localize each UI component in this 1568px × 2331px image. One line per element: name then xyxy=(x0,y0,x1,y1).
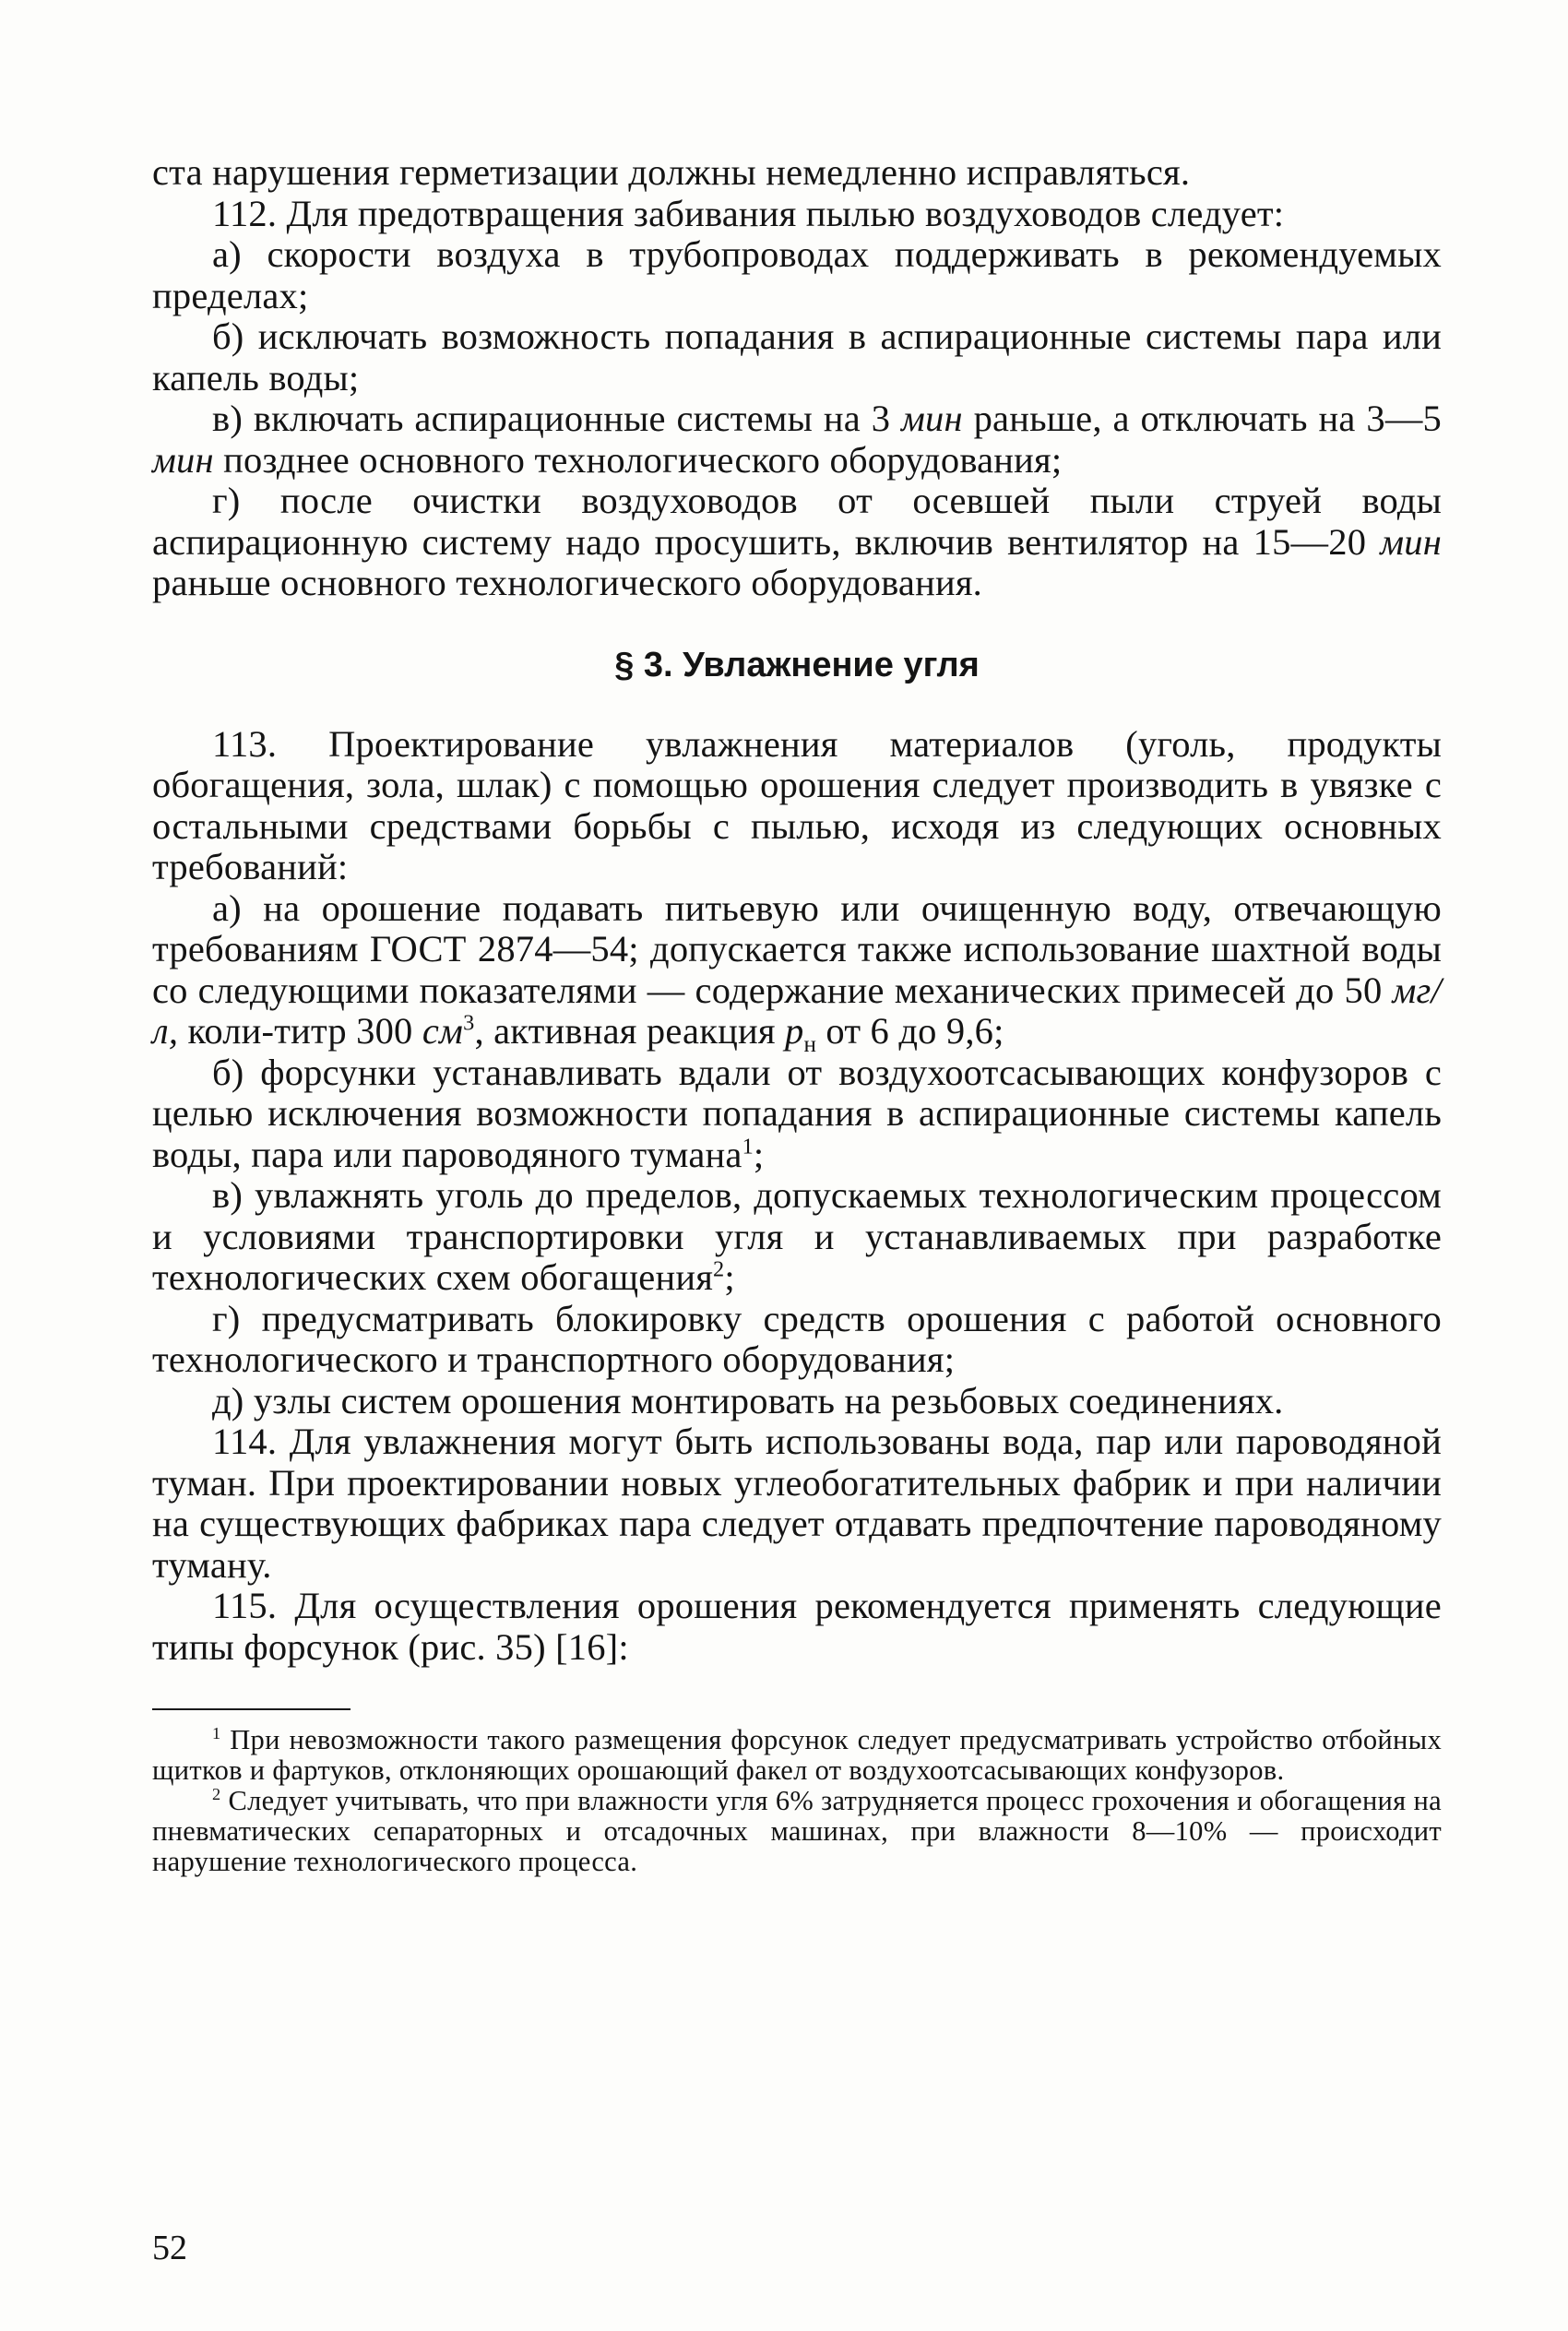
item-112-g-part-a: г) после очистки воздуховодов от осевшей пыли струей воды аспирационную систему надо просушить, включив вентилятор на 15—20 xyxy=(152,480,1442,563)
item-113-a-part-a: а) на орошение подавать питьевую или очищенную воду, отвечающую требованиям ГОСТ 2874—54; допускается также использование шахтной воды со следующими показателями — содержание механических примесей до 50 xyxy=(152,886,1442,1011)
item-113-a-part-c: , активная реакция xyxy=(474,1010,785,1052)
footnote-mark-1: 1 xyxy=(212,1723,221,1742)
item-113-a-part-d: от 6 до 9,6; xyxy=(816,1010,1004,1052)
paragraph-113: 113. Проектирование увлажнения материалов (уголь, продукты обогащения, зола, шлак) с помощью орошения следует производить в увязке с остальными средствами борьбы с пылью, исходя из следующих основных требований: xyxy=(152,722,1442,887)
item-112-v-part-c: позднее основного технологического оборудования; xyxy=(213,438,1063,481)
item-113-g: г) предусматривать блокировку средств орошения с работой основного технологического и транспортного оборудования; xyxy=(152,1297,1442,1380)
unit-min: мин xyxy=(152,438,214,481)
paragraph-114: 114. Для увлажнения могут быть использованы вода, пар или пароводяной туман. При проектировании новых углеобогатительных фабрик и при наличии на существующих фабриках пара следует отдавать предпочтение пароводяному туману. xyxy=(152,1421,1442,1586)
item-112-g xyxy=(152,481,1442,604)
footnote-1 xyxy=(152,1725,1442,1786)
section-heading: § 3. Увлажнение угля xyxy=(614,645,980,684)
footnote-ref-2: 2 xyxy=(713,1256,725,1282)
paragraph-112: 112. Для предотвращения забивания пылью воздуховодов следует: xyxy=(212,192,1285,234)
item-113-b-text: б) форсунки устанавливать вдали от воздухоотсасывающих конфузоров с целью исключения возможности попадания в аспирационные системы капель воды, пара или пароводяного тумана xyxy=(152,1051,1442,1175)
item-113-v-tail: ; xyxy=(724,1256,735,1298)
page-number: 52 xyxy=(152,2229,187,2267)
unit-mg-l: мг/л, xyxy=(152,969,1442,1052)
item-112-v-part-b: раньше, а отключать на 3—5 xyxy=(962,398,1443,439)
unit-min: мин xyxy=(900,398,963,439)
footnote-ref-1: 1 xyxy=(742,1134,754,1159)
ph-symbol: р xyxy=(784,1010,804,1052)
item-113-b xyxy=(152,1053,1442,1176)
page-body xyxy=(152,152,1442,1877)
item-113-v xyxy=(152,1175,1442,1299)
footnote-2-text: Следует учитывать, что при влажности угля 6% затрудняется процесс грохочения и обогащения на пневматических сепараторных и отсадочных машинах, при влажности 8—10% — происходит нарушение технологического процесса. xyxy=(152,1785,1442,1877)
unit-cm: см xyxy=(422,1010,464,1052)
item-113-b-tail: ; xyxy=(753,1133,765,1175)
item-113-d: д) узлы систем орошения монтировать на резьбовых соединениях. xyxy=(212,1379,1284,1421)
item-113-a-part-b: коли-титр 300 xyxy=(178,1010,422,1052)
footnote-mark-2: 2 xyxy=(212,1784,221,1803)
footnote-2 xyxy=(152,1786,1442,1877)
footnote-divider xyxy=(152,1708,350,1710)
item-112-g-part-b: раньше основного технологического оборудования. xyxy=(152,562,982,603)
item-113-v-text: в) увлажнять уголь до пределов, допускаемых технологическим процессом и условиями транспортировки угля и устанавливаемых при разработке технологических схем обогащения xyxy=(152,1174,1442,1298)
item-112-a: а) скорости воздуха в трубопроводах поддерживать в рекомендуемых пределах; xyxy=(152,233,1442,316)
paragraph-115: 115. Для осуществления орошения рекомендуется применять следующие типы форсунок (рис. 35) [16]: xyxy=(152,1585,1442,1668)
item-112-v xyxy=(152,398,1442,481)
item-112-v-part-a: в) включать аспирационные системы на 3 xyxy=(212,398,901,439)
footnote-1-text: При невозможности такого размещения форсунок следует предусматривать устройство отбойных щитков и фартуков, отклоняющих орошающий факел от воздухоотсасывающих конфузоров. xyxy=(152,1724,1442,1786)
unit-min: мин xyxy=(1380,520,1442,563)
paragraph-continuation: ста нарушения герметизации должны немедленно исправляться. xyxy=(152,151,1191,193)
ph-subscript: н xyxy=(803,1032,817,1058)
unit-cm-exponent: 3 xyxy=(463,1010,475,1036)
item-112-b: б) исключать возможность попадания в аспирационные системы пара или капель воды; xyxy=(152,315,1442,398)
item-113-a xyxy=(152,886,1442,1058)
